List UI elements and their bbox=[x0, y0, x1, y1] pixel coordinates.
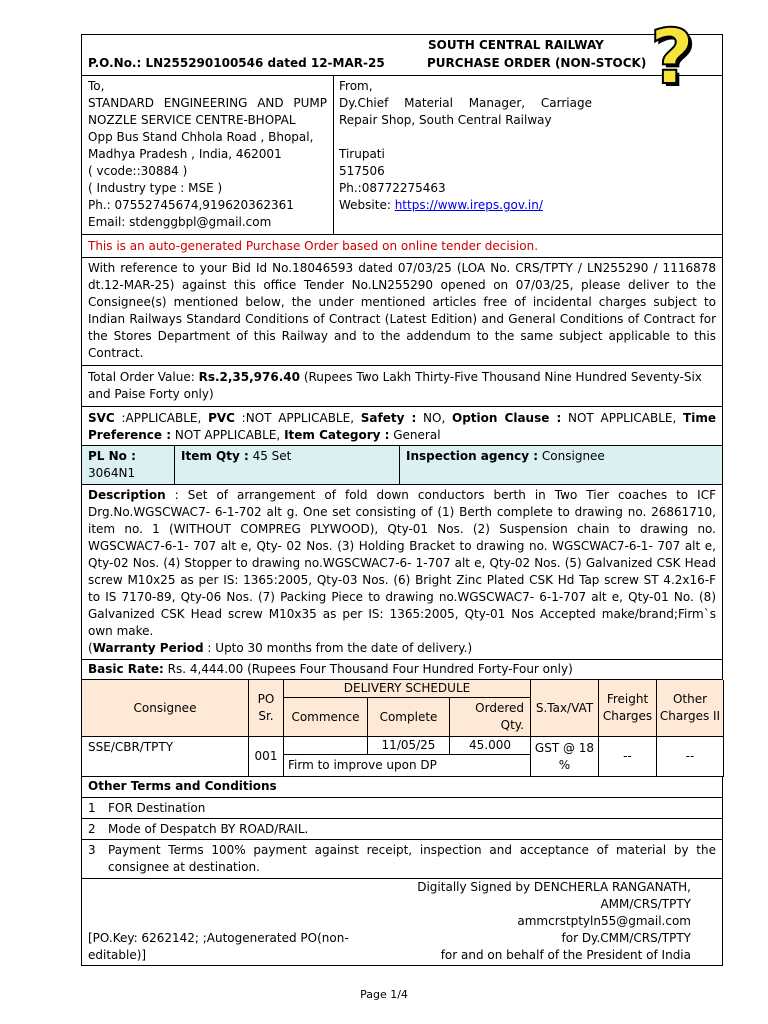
header-complete: Complete bbox=[368, 698, 450, 737]
reference-paragraph: With reference to your Bid Id No.18046593 dated 07/03/25 (LOA No. CRS/TPTY / LN255290 / 1116878 dt.12-MAR-25) against this office Tender No.LN255290 opened on 07/03/25, please deliver to the Consignee(s) mentioned below, the under mentioned articles free of incidental charges subject to Indian Railways Standard Conditions of Contract (Latest Edition) and General Conditions of Contract for the Stores Department of this Railway and to the addendum to the same subject applicable to this Contract. bbox=[82, 258, 723, 366]
buyer-office: Dy.Chief Material Manager, Carriage Repair Shop, South Central Railway bbox=[339, 96, 592, 127]
digital-signature: Digitally Signed by DENCHERLA RANGANATH, AMM/CRS/TPTY ammcrstptyln55@gmail.com for Dy.CMM/CRS/TPTY for and on behalf of the President of India bbox=[417, 880, 691, 962]
header-stax: S.Tax/VAT bbox=[531, 680, 599, 737]
header-delivery-schedule: DELIVERY SCHEDULE bbox=[284, 680, 531, 698]
pl-number: PL No : 3064N1 bbox=[82, 446, 175, 485]
buyer-phone: Ph.:08772275463 bbox=[339, 181, 446, 195]
row-freight: -- bbox=[599, 737, 657, 777]
row-stax: GST @ 18 % bbox=[531, 737, 599, 777]
railway-name: SOUTH CENTRAL RAILWAY bbox=[428, 38, 604, 52]
basic-rate: Basic Rate: Rs. 4,444.00 (Rupees Four Thousand Four Hundred Forty-Four only) bbox=[82, 660, 723, 680]
contract-terms-line: SVC :APPLICABLE, PVC :NOT APPLICABLE, Safety : NO, Option Clause : NOT APPLICABLE, Time Preference : NOT APPLICABLE, Item Category : General bbox=[82, 407, 723, 446]
order-amount: Rs.2,35,976.40 bbox=[198, 370, 300, 384]
delivery-schedule-table bbox=[81, 680, 724, 777]
other-terms-title: Other Terms and Conditions bbox=[82, 777, 723, 798]
address-row bbox=[82, 76, 723, 235]
row-note: Firm to improve upon DP bbox=[284, 755, 531, 777]
item-info-table bbox=[81, 446, 723, 485]
header-commence: Commence bbox=[284, 698, 368, 737]
supplier-email: Email: stdenggbpl@gmail.com bbox=[88, 215, 272, 229]
description-table bbox=[81, 485, 723, 680]
row-commence bbox=[284, 737, 368, 755]
item-quantity: Item Qty : 45 Set bbox=[175, 446, 400, 485]
item-description: Description : Set of arrangement of fold down conductors berth in Two Tier coaches to ICF Drg.No.WGSCWAC7- 6-1-702 alt g. One set consisting of (1) Berth complete to drawing no. 26861710, item no. 1 (WITHOUT COMPREG PLYWOOD), Qty-01 Nos. (2) Suspension chain to drawing no. WGSCWAC7-6-1- 707 alt e, Qty- 02 Nos. (3) Holding Bracket to drawing no. WGSCWAC7-6-1- 707 alt e, Qty-02 Nos. (4) Stopper to drawing no.WGSCWAC7-6- 1-707 alt e, Qty-02 Nos. (5) Galvanized CSK Head screw M10x25 as per IS: 1365:2005, Qty-03 Nos. (6) Bright Zinc Plated CSK Hd Tap screw ST 4.2x16-F to IS 7170-89, Qty-06 Nos. (7) Packing Piece to drawing no.WGSCWAC7- 6-1-707 alt e, Qty-01 No. (8) Galvanized CSK Head screw M10x35 as per IS: 1365:2005, Qty-01 Nos Accepted make/brand;Firm`s own make. (Warranty Period : Upto 30 months from the date of delivery.) bbox=[82, 485, 723, 660]
row-po-sr: 001 bbox=[249, 737, 284, 777]
purchase-order-document bbox=[81, 12, 723, 966]
buyer-pincode: 517506 bbox=[339, 164, 385, 178]
from-address: From, Dy.Chief Material Manager, Carriage Repair Shop, South Central Railway Tirupati 517506 Ph.:08772275463 Website: https://www.ireps.gov.in/ bbox=[334, 76, 723, 235]
supplier-phone: Ph.: 07552745674,919620362361 bbox=[88, 198, 294, 212]
header-po-sr: PO Sr. bbox=[249, 680, 284, 737]
auto-generated-notice: This is an auto-generated Purchase Order based on online tender decision. bbox=[82, 235, 723, 258]
po-key: [PO.Key: 6262142; ;Autogenerated PO(non-editable)] bbox=[88, 931, 349, 962]
po-number: P.O.No.: LN255290100546 dated 12-MAR-25 bbox=[88, 56, 385, 70]
row-complete: 11/05/25 bbox=[368, 737, 450, 755]
total-order-value: Total Order Value: Rs.2,35,976.40 (Rupees Two Lakh Thirty-Five Thousand Nine Hundred Seventy-Six and Paise Forty only) bbox=[82, 366, 723, 407]
row-consignee: SSE/CBR/TPTY bbox=[82, 737, 249, 777]
supplier-industry-type: ( Industry type : MSE ) bbox=[88, 181, 223, 195]
po-type: PURCHASE ORDER (NON-STOCK) bbox=[427, 56, 647, 70]
term-item: 2 Mode of Despatch BY ROAD/RAIL. bbox=[82, 819, 723, 840]
header-freight: Freight Charges bbox=[599, 680, 657, 737]
other-terms-table bbox=[81, 777, 723, 966]
header-ordered-qty: Ordered Qty. bbox=[450, 698, 531, 737]
supplier-address: Opp Bus Stand Chhola Road , Bhopal, Madhya Pradesh , India, 462001 bbox=[88, 130, 314, 161]
po-header bbox=[81, 12, 723, 101]
page-number: Page 1/4 bbox=[360, 988, 408, 1001]
term-item: 1 FOR Destination bbox=[82, 798, 723, 819]
row-ordered-qty: 45.000 bbox=[450, 737, 531, 755]
header-other-charges: Other Charges II bbox=[657, 680, 724, 737]
supplier-vcode: ( vcode::30884 ) bbox=[88, 164, 188, 178]
supplier-name: STANDARD ENGINEERING AND PUMP NOZZLE SERVICE CENTRE-BHOPAL bbox=[88, 96, 327, 127]
inspection-agency: Inspection agency : Consignee bbox=[400, 446, 723, 485]
term-item: 3 Payment Terms 100% payment against receipt, inspection and acceptance of material by the consignee at destination. bbox=[82, 840, 723, 879]
to-address: To, STANDARD ENGINEERING AND PUMP NOZZLE SERVICE CENTRE-BHOPAL Opp Bus Stand Chhola Road , Bhopal, Madhya Pradesh , India, 462001 ( vcode::30884 ) ( Industry type : MSE ) Ph.: 07552745674,919620362361 Email: stdenggbpl@gmail.com bbox=[82, 76, 334, 235]
schedule-row bbox=[82, 737, 724, 755]
header-consignee: Consignee bbox=[82, 680, 249, 737]
row-other-charges: -- bbox=[657, 737, 724, 777]
website-link[interactable]: https://www.ireps.gov.in/ bbox=[394, 198, 543, 212]
help-question-icon[interactable]: ? bbox=[650, 12, 695, 101]
signature-block bbox=[82, 879, 723, 966]
buyer-city: Tirupati bbox=[339, 147, 385, 161]
po-table bbox=[81, 75, 723, 446]
